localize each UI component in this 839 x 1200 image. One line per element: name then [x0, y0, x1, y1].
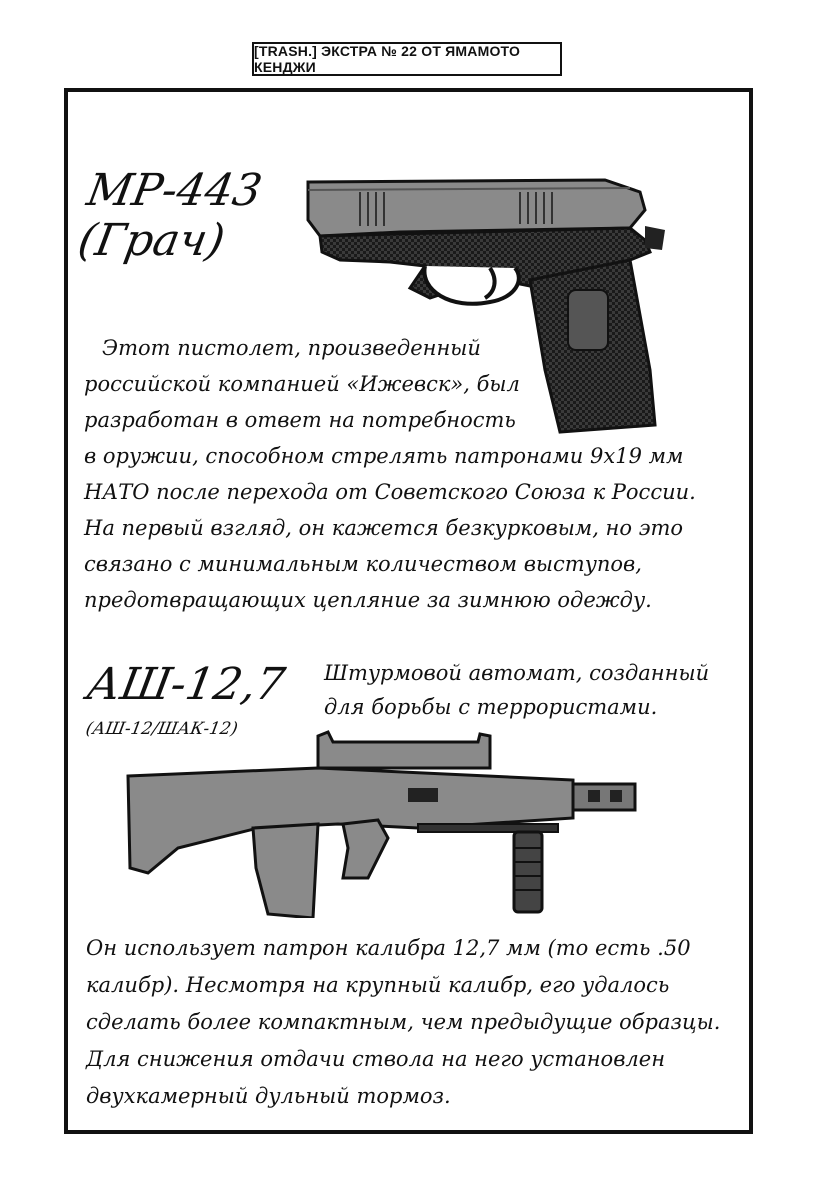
- pistol-description-line: в оружии, способном стрелять патронами 9х19 мм: [84, 444, 684, 468]
- rifle-subtitle: (АШ-12/ШАК-12): [84, 719, 240, 739]
- rifle-caption: [324, 656, 709, 724]
- pistol-description-line: предотвращающих цепляние за зимнюю одежду.: [84, 588, 652, 612]
- pistol-title-line2: (Грач): [74, 215, 229, 266]
- rifle-illustration: [118, 728, 638, 918]
- pistol-description-line: связано с минимальным количеством выступов,: [84, 552, 642, 576]
- pistol-description-line: разработан в ответ на потребность: [84, 408, 516, 432]
- pistol-description-line: Этот пистолет, произведенный: [102, 336, 481, 360]
- rifle-description: [86, 930, 720, 1115]
- rifle-caption-line: Штурмовой автомат, созданный: [324, 661, 710, 685]
- rifle-caption-line: для борьбы с террористами.: [324, 695, 658, 719]
- pistol-title-line1: МР-443: [83, 165, 266, 216]
- rifle-description-line: Он использует патрон калибра 12,7 мм (то есть .50: [86, 936, 691, 960]
- pistol-description-line: На первый взгляд, он кажется безкурковым, но это: [84, 516, 684, 540]
- rifle-description-line: Для снижения отдачи ствола на него установлен: [86, 1047, 666, 1071]
- rifle-description-line: калибр). Несмотря на крупный калибр, его удалось: [86, 973, 670, 997]
- pistol-description-line: НАТО после перехода от Советского Союза к России.: [84, 480, 696, 504]
- page-header-title: [TRASH.] ЭКСТРА № 22 ОТ ЯМАМОТО КЕНДЖИ: [252, 42, 562, 76]
- pistol-title: [74, 166, 265, 266]
- rifle-description-line: двухкамерный дульный тормоз.: [86, 1084, 451, 1108]
- rifle-title: АШ-12,7: [83, 659, 289, 710]
- pistol-description: [84, 330, 696, 618]
- pistol-description-line: российской компанией «Ижевск», был: [84, 372, 520, 396]
- rifle-description-line: сделать более компактным, чем предыдущие образцы.: [86, 1010, 721, 1034]
